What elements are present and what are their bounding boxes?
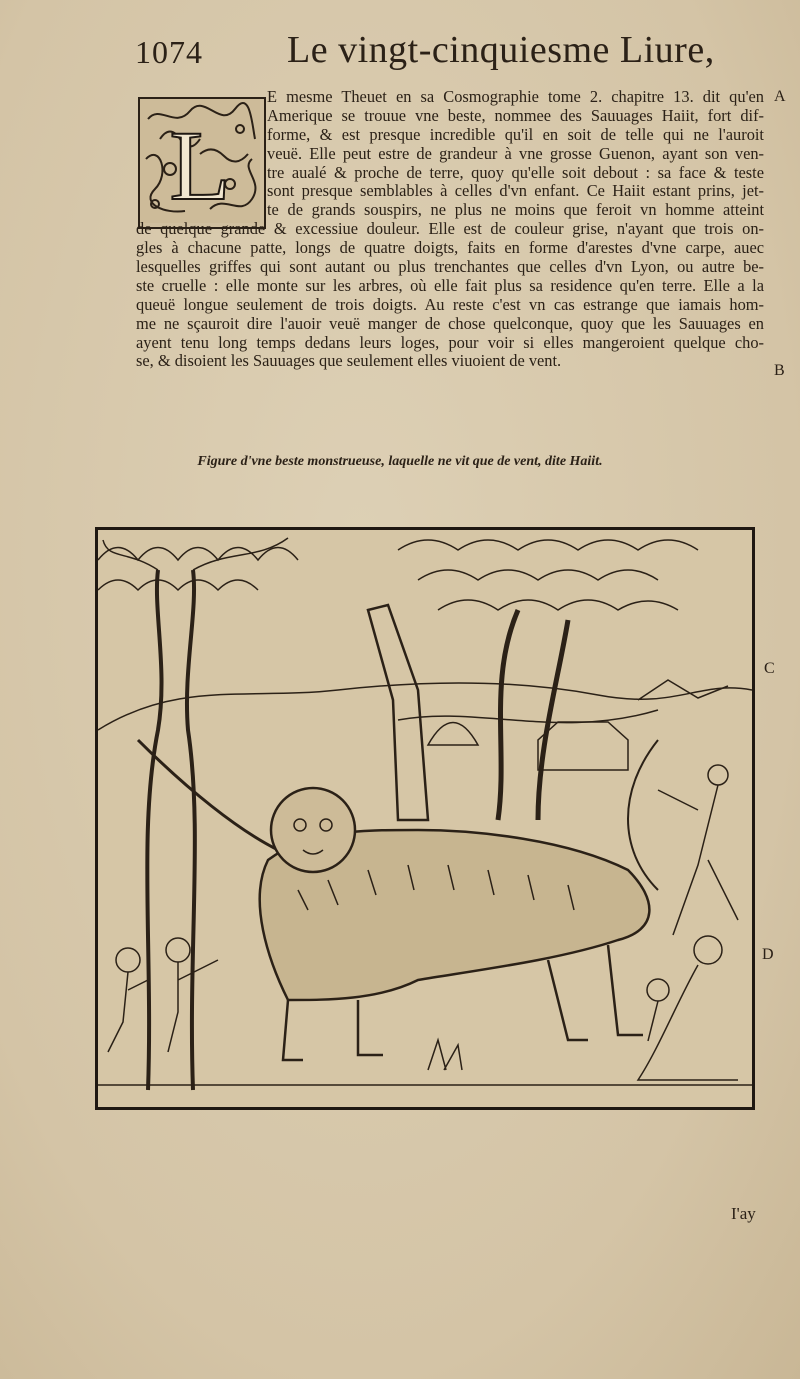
text-line: tre aualé & proche de terre, quoy qu'elle soit debout : sa face & teste — [267, 163, 764, 182]
text-line: ayent tenu long temps dedans leurs loges, pour voir si elles mangeroient quelque cho- — [136, 333, 764, 352]
woodcut-illustration — [95, 527, 755, 1110]
text-line: me ne sçauroit dire l'auoir veuë manger de chose quelconque, quoy que les Sauuages en — [136, 314, 764, 333]
figure-caption: Figure d'vne beste monstrueuse, laquelle ne vit que de vent, dite Haiit. — [197, 454, 603, 469]
text-line: queuë longue seulement de trois doigts. Au reste c'est vn cas estrange que iamais hom- — [136, 295, 764, 314]
text-line: te de grands souspirs, ne plus ne moins que feroit vn homme atteint — [267, 201, 764, 220]
running-title: Le vingt-cinquiesme Liure, — [287, 29, 715, 71]
text-line: se, & disoient les Sauuages que seulement elles viuoient de vent. — [136, 352, 562, 371]
text-line: forme, & est presque incredible qu'il en soit de telle qui ne l'auroit — [267, 125, 764, 144]
running-head — [135, 28, 760, 78]
text-line: Amerique se trouue vne beste, nommee des Sauuages Haiit, fort dif- — [267, 106, 764, 125]
text-line: gles à chacune patte, longs de quatre doigts, faits en forme d'arestes d'vne carpe, auec — [136, 239, 764, 258]
body-text — [136, 88, 764, 371]
woodcut-scene — [98, 530, 752, 1107]
margin-letter-a: A — [774, 88, 786, 105]
text-line: de quelque grande & excessiue douleur. Elle est de couleur grise, n'ayant que trois on- — [136, 220, 764, 239]
text-line: lesquelles griffes qui sont autant ou plus trenchantes que celles d'vn Lyon, ou autre be- — [136, 258, 764, 277]
text-line: veuë. Elle peut estre de grandeur à vne grosse Guenon, ayant son ven- — [267, 144, 764, 163]
catchword: I'ay — [731, 1204, 756, 1223]
margin-letter-c: C — [764, 660, 775, 677]
margin-letter-d: D — [762, 946, 774, 963]
margin-letter-b: B — [774, 362, 785, 379]
text-line: sont presque semblables à celles d'vn enfant. Ce Haiit estant prins, jet- — [267, 182, 764, 201]
text-line: ste cruelle : elle monte sur les arbres, où elle fait plus sa residence qu'en terre. Elle a la — [136, 276, 764, 295]
text-line: E mesme Theuet en sa Cosmographie tome 2. chapitre 13. dit qu'en — [267, 88, 764, 106]
page-number: 1074 — [135, 34, 203, 70]
decorated-initial-letter: L — [169, 110, 231, 221]
